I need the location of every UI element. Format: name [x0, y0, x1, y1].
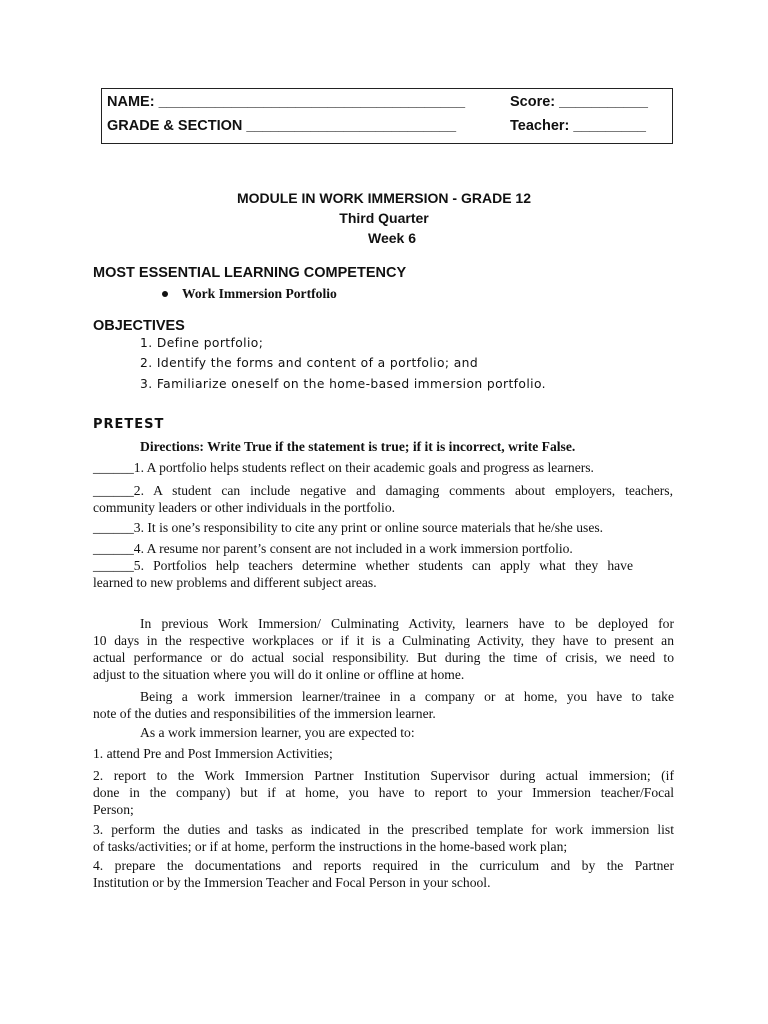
answer-blank[interactable]: ______: [93, 520, 134, 535]
score-blank[interactable]: ___________: [559, 94, 648, 110]
intro-paragraph: In previous Work Immersion/ Culminating Activity, learners have to be deployed for 10 days in the respective workplaces or if it is a Culminating Activity, they have to present an actual performance or do actual social responsibility. But during the time of crisis, we need to adjust to the situation where you will do it online or offline at home.: [93, 616, 674, 682]
expectation-item: 2. report to the Work Immersion Partner Institution Supervisor during actual immersion; (if done in the company) but if at home, you have to report to your Immersion teacher/Focal Person;: [93, 768, 674, 817]
expectations-intro: As a work immersion learner, you are expected to:: [140, 725, 415, 740]
objectives-heading: OBJECTIVES: [93, 318, 185, 334]
duties-paragraph: Being a work immersion learner/trainee in a company or at home, you have to take note of the duties and responsibilities of the immersion learner.: [93, 689, 674, 721]
answer-blank[interactable]: ______: [93, 460, 134, 475]
expectation-item: 4. prepare the documentations and reports required in the curriculum and by the Partner Institution or by the Immersion Teacher and Focal Person in your school.: [93, 858, 674, 890]
grade-section-label: GRADE & SECTION: [107, 118, 243, 134]
answer-blank[interactable]: ______: [93, 541, 134, 556]
expectation-item: 3. perform the duties and tasks as indicated in the prescribed template for work immersion list of tasks/activities; or if at home, perform the instructions in the home-based work plan;: [93, 822, 674, 854]
teacher-blank[interactable]: _________: [573, 118, 646, 134]
week-title: Week 6: [368, 230, 416, 246]
bullet-icon: [162, 291, 168, 297]
score-label: Score:: [510, 94, 556, 110]
pretest-item: ______2. A student can include negative and damaging comments about employers, teachers, community leaders or other individuals in the portfolio.: [93, 483, 673, 515]
pretest-heading: PRETEST: [93, 417, 165, 432]
grade-section-blank[interactable]: __________________________: [246, 118, 457, 134]
objective-item: 2. Identify the forms and content of a portfolio; and: [140, 356, 479, 370]
pretest-item: ______1. A portfolio helps students reflect on their academic goals and progress as learners.: [93, 460, 594, 475]
score-field[interactable]: [510, 94, 648, 110]
pretest-item: ______3. It is one’s responsibility to cite any print or online source materials that he/she uses.: [93, 520, 604, 535]
pretest-item: ______5. Portfolios help teachers determine whether students can apply what they have learned to new problems and different subject areas.: [93, 558, 633, 590]
objective-item: 3. Familiarize oneself on the home-based immersion portfolio.: [140, 377, 546, 391]
pretest-directions: Directions: Write True if the statement is true; if it is incorrect, write False.: [140, 439, 576, 454]
answer-blank[interactable]: ______: [93, 558, 134, 573]
pretest-item: ______4. A resume nor parent’s consent are not included in a work immersion portfolio.: [93, 541, 573, 556]
name-field[interactable]: [107, 94, 465, 110]
grade-section-field[interactable]: [107, 118, 456, 134]
objective-item: 1. Define portfolio;: [140, 336, 264, 350]
name-label: NAME:: [107, 94, 155, 110]
competency-item: Work Immersion Portfolio: [162, 286, 337, 302]
teacher-field[interactable]: [510, 118, 646, 134]
teacher-label: Teacher:: [510, 118, 570, 134]
module-title: MODULE IN WORK IMMERSION - GRADE 12: [236, 190, 531, 206]
answer-blank[interactable]: ______: [93, 483, 134, 498]
competency-heading: MOST ESSENTIAL LEARNING COMPETENCY: [93, 265, 407, 281]
quarter-title: Third Quarter: [339, 210, 429, 226]
name-blank[interactable]: ______________________________________: [158, 94, 466, 110]
expectation-item: 1. attend Pre and Post Immersion Activities;: [93, 746, 333, 761]
